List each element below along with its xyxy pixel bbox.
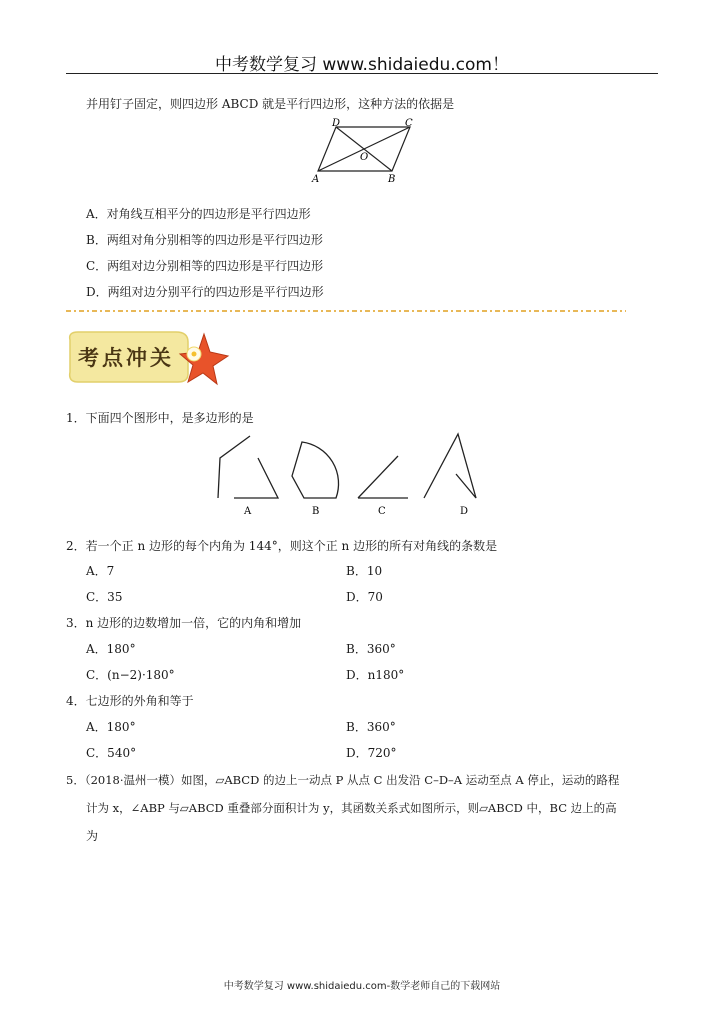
q2-option-a: A．7 (86, 564, 115, 578)
parallelogram-figure (308, 118, 424, 186)
q3-option-a: A．180° (86, 642, 136, 656)
q3-option-b: B．360° (346, 642, 396, 656)
page-footer: 中考数学复习 www.shidaiedu.com-数学老师自己的下载网站 (223, 981, 501, 992)
intro-option-c: C．两组对边分别相等的四边形是平行四边形 (86, 259, 324, 273)
q1-shape-a (218, 436, 250, 498)
label-b: B (388, 174, 396, 185)
label-c: C (405, 118, 413, 129)
q4-option-d: D．720° (346, 746, 397, 760)
q1-shape-c (358, 456, 398, 498)
header-rule (66, 73, 658, 74)
q2-text: 2．若一个正 n 边形的每个内角为 144°，则这个正 n 边形的所有对角线的条数是 (66, 539, 498, 553)
section-title: 考点冲关 (78, 345, 174, 370)
label-d: D (332, 118, 341, 129)
q1-label-d: D (460, 506, 469, 517)
q1-shape-b (292, 442, 339, 498)
q2-option-b: B．10 (346, 564, 383, 578)
diagonal-bd (336, 127, 392, 171)
label-a: A (312, 174, 320, 185)
intro-option-a: A．对角线互相平分的四边形是平行四边形 (86, 207, 311, 221)
q4-option-c: C．540° (86, 746, 137, 760)
q2-option-c: C．35 (86, 590, 123, 604)
q1-shape-a-b (234, 458, 278, 498)
q1-figures (210, 430, 510, 520)
q4-option-b: B．360° (346, 720, 396, 734)
q3-text: 3．n 边形的边数增加一倍，它的内角和增加 (66, 616, 302, 630)
section-badge (64, 326, 232, 388)
q1-label-a: A (244, 506, 252, 517)
intro-option-d: D．两组对边分别平行的四边形是平行四边形 (86, 285, 324, 299)
page-header-title: 中考数学复习 www.shidaiedu.com！ (215, 55, 509, 75)
q1-label-c: C (378, 506, 386, 517)
q5-line-1: 5．（2018·温州一模）如图，▱ABCD 的边上一动点 P 从点 C 出发沿 C–D–A 运动至点 A 停止，运动的路程 (66, 773, 620, 787)
q5-line-2: 计为 x，∠ABP 与▱ABCD 重叠部分面积计为 y，其函数关系式如图所示，则▱ABCD 中，BC 边上的高 (86, 801, 617, 815)
q4-option-a: A．180° (86, 720, 136, 734)
intro-option-b: B．两组对角分别相等的四边形是平行四边形 (86, 233, 323, 247)
q4-text: 4．七边形的外角和等于 (66, 694, 194, 708)
intro-text: 并用钉子固定，则四边形 ABCD 就是平行四边形，这种方法的依据是 (86, 97, 455, 111)
label-o: O (360, 152, 369, 163)
q3-option-d: D．n180° (346, 668, 405, 682)
q3-option-c: C．(n−2)·180° (86, 668, 175, 682)
q1-shape-d (424, 434, 476, 498)
q1-text: 1．下面四个图形中，是多边形的是 (66, 411, 254, 425)
section-separator (66, 309, 626, 313)
q2-option-d: D．70 (346, 590, 383, 604)
q1-label-b: B (312, 506, 320, 517)
q5-line-3: 为 (86, 829, 99, 843)
